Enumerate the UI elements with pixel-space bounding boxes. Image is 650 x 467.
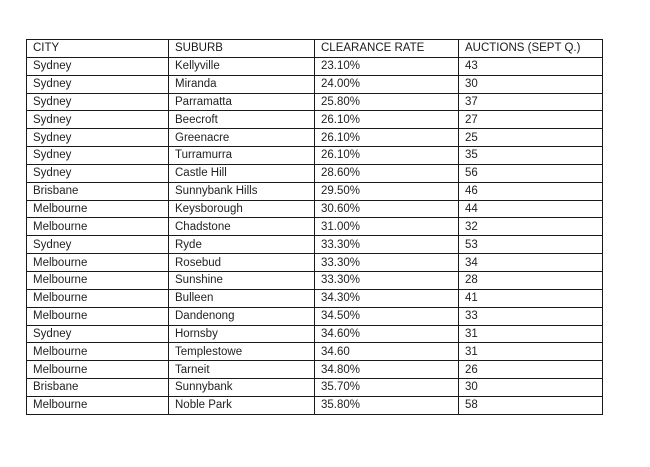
cell-auctions: 25 xyxy=(459,129,603,147)
cell-clearance-rate: 34.60% xyxy=(315,325,459,343)
cell-auctions: 44 xyxy=(459,200,603,218)
cell-auctions: 30 xyxy=(459,379,603,397)
cell-suburb: Sunshine xyxy=(169,271,315,289)
table-row xyxy=(27,254,603,272)
cell-suburb: Parramatta xyxy=(169,93,315,111)
cell-city: Sydney xyxy=(27,325,169,343)
cell-auctions: 37 xyxy=(459,93,603,111)
header-clearance-rate: CLEARANCE RATE xyxy=(315,40,459,58)
table-row xyxy=(27,271,603,289)
table-row xyxy=(27,307,603,325)
cell-city: Sydney xyxy=(27,93,169,111)
cell-clearance-rate: 33.30% xyxy=(315,271,459,289)
cell-suburb: Greenacre xyxy=(169,129,315,147)
header-auctions: AUCTIONS (SEPT Q.) xyxy=(459,40,603,58)
cell-city: Sydney xyxy=(27,236,169,254)
cell-city: Melbourne xyxy=(27,396,169,414)
table-row xyxy=(27,164,603,182)
header-city: CITY xyxy=(27,40,169,58)
cell-clearance-rate: 31.00% xyxy=(315,218,459,236)
cell-clearance-rate: 25.80% xyxy=(315,93,459,111)
table-body xyxy=(27,57,603,414)
cell-city: Melbourne xyxy=(27,289,169,307)
cell-city: Melbourne xyxy=(27,218,169,236)
cell-suburb: Miranda xyxy=(169,75,315,93)
cell-clearance-rate: 33.30% xyxy=(315,254,459,272)
cell-clearance-rate: 35.70% xyxy=(315,379,459,397)
table-row xyxy=(27,57,603,75)
cell-city: Melbourne xyxy=(27,307,169,325)
cell-suburb: Turramurra xyxy=(169,147,315,165)
cell-auctions: 56 xyxy=(459,164,603,182)
table-row xyxy=(27,343,603,361)
cell-suburb: Ryde xyxy=(169,236,315,254)
cell-auctions: 34 xyxy=(459,254,603,272)
cell-auctions: 35 xyxy=(459,147,603,165)
cell-auctions: 26 xyxy=(459,361,603,379)
cell-city: Sydney xyxy=(27,164,169,182)
cell-suburb: Templestowe xyxy=(169,343,315,361)
cell-auctions: 31 xyxy=(459,343,603,361)
cell-suburb: Tarneit xyxy=(169,361,315,379)
table-row xyxy=(27,182,603,200)
table-row xyxy=(27,129,603,147)
cell-clearance-rate: 26.10% xyxy=(315,129,459,147)
cell-clearance-rate: 26.10% xyxy=(315,147,459,165)
cell-city: Melbourne xyxy=(27,361,169,379)
cell-city: Sydney xyxy=(27,111,169,129)
cell-clearance-rate: 34.80% xyxy=(315,361,459,379)
cell-city: Melbourne xyxy=(27,254,169,272)
cell-clearance-rate: 23.10% xyxy=(315,57,459,75)
cell-city: Melbourne xyxy=(27,343,169,361)
cell-auctions: 43 xyxy=(459,57,603,75)
cell-city: Sydney xyxy=(27,57,169,75)
cell-suburb: Rosebud xyxy=(169,254,315,272)
table-row xyxy=(27,236,603,254)
cell-suburb: Beecroft xyxy=(169,111,315,129)
cell-suburb: Kellyville xyxy=(169,57,315,75)
cell-city: Brisbane xyxy=(27,182,169,200)
table-row xyxy=(27,361,603,379)
cell-clearance-rate: 34.60 xyxy=(315,343,459,361)
cell-suburb: Bulleen xyxy=(169,289,315,307)
cell-auctions: 46 xyxy=(459,182,603,200)
cell-clearance-rate: 29.50% xyxy=(315,182,459,200)
table-row xyxy=(27,396,603,414)
cell-auctions: 58 xyxy=(459,396,603,414)
cell-city: Melbourne xyxy=(27,271,169,289)
table-row xyxy=(27,289,603,307)
table-row xyxy=(27,147,603,165)
cell-suburb: Noble Park xyxy=(169,396,315,414)
cell-auctions: 27 xyxy=(459,111,603,129)
cell-city: Sydney xyxy=(27,75,169,93)
cell-city: Brisbane xyxy=(27,379,169,397)
cell-auctions: 32 xyxy=(459,218,603,236)
cell-city: Melbourne xyxy=(27,200,169,218)
cell-clearance-rate: 26.10% xyxy=(315,111,459,129)
cell-city: Sydney xyxy=(27,129,169,147)
cell-city: Sydney xyxy=(27,147,169,165)
clearance-rate-table xyxy=(26,39,603,415)
cell-auctions: 30 xyxy=(459,75,603,93)
table-row xyxy=(27,200,603,218)
cell-clearance-rate: 34.50% xyxy=(315,307,459,325)
cell-suburb: Chadstone xyxy=(169,218,315,236)
cell-suburb: Sunnybank xyxy=(169,379,315,397)
cell-clearance-rate: 33.30% xyxy=(315,236,459,254)
cell-auctions: 31 xyxy=(459,325,603,343)
table-row xyxy=(27,75,603,93)
cell-clearance-rate: 28.60% xyxy=(315,164,459,182)
table-row xyxy=(27,379,603,397)
table-row xyxy=(27,218,603,236)
cell-suburb: Keysborough xyxy=(169,200,315,218)
cell-auctions: 33 xyxy=(459,307,603,325)
table-row xyxy=(27,93,603,111)
cell-clearance-rate: 34.30% xyxy=(315,289,459,307)
cell-clearance-rate: 24.00% xyxy=(315,75,459,93)
cell-auctions: 28 xyxy=(459,271,603,289)
cell-auctions: 53 xyxy=(459,236,603,254)
cell-suburb: Sunnybank Hills xyxy=(169,182,315,200)
header-row xyxy=(27,40,603,58)
cell-suburb: Dandenong xyxy=(169,307,315,325)
table-row xyxy=(27,111,603,129)
table-row xyxy=(27,325,603,343)
header-suburb: SUBURB xyxy=(169,40,315,58)
clearance-rate-table-container xyxy=(26,39,603,415)
cell-suburb: Castle Hill xyxy=(169,164,315,182)
cell-clearance-rate: 35.80% xyxy=(315,396,459,414)
cell-clearance-rate: 30.60% xyxy=(315,200,459,218)
cell-suburb: Hornsby xyxy=(169,325,315,343)
cell-auctions: 41 xyxy=(459,289,603,307)
